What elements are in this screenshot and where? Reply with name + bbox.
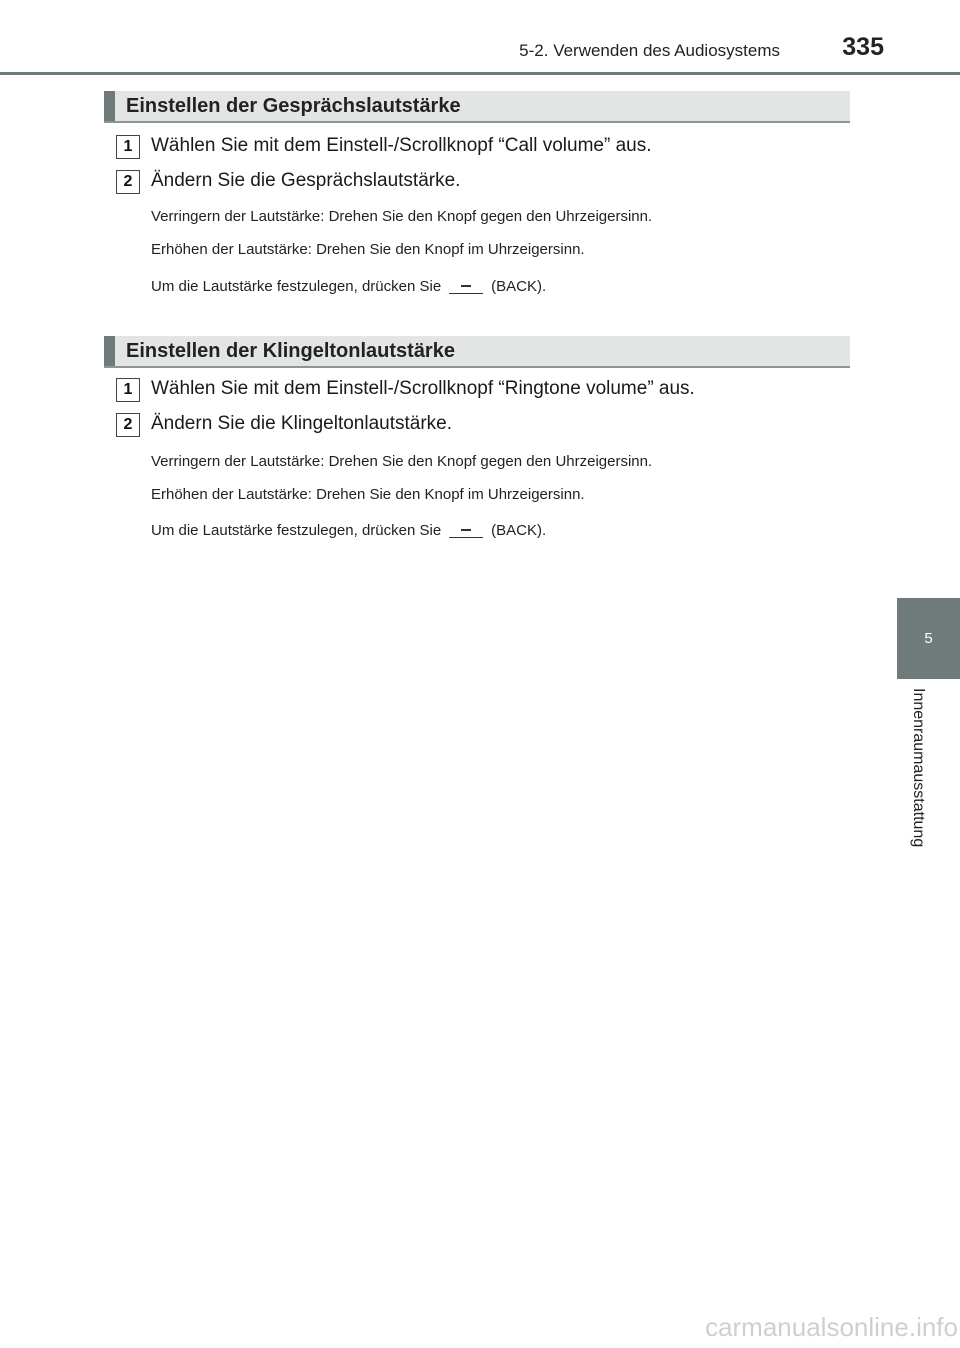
header-chapter-title: 5-2. Verwenden des Audiosystems xyxy=(519,41,780,60)
section-header-call-volume xyxy=(104,91,850,123)
watermark-text: carmanualsonline.info xyxy=(705,1312,958,1342)
back-button-icon xyxy=(449,523,483,538)
section-header-ringtone-volume xyxy=(104,336,850,368)
step-text: Ändern Sie die Klingeltonlautstärke. xyxy=(151,413,453,434)
section-accent xyxy=(104,336,115,366)
section-title: Einstellen der Gesprächslautstärke xyxy=(126,95,461,117)
step-number-badge: 1 xyxy=(116,378,140,402)
chapter-tab xyxy=(897,598,960,679)
back-button-icon xyxy=(449,279,483,294)
header-rule xyxy=(0,72,960,75)
chapter-tab-number: 5 xyxy=(924,630,933,647)
note-confirm xyxy=(151,278,546,295)
note-decrease: Verringern der Lautstärke: Drehen Sie den Knopf gegen den Uhrzeigersinn. xyxy=(151,208,653,225)
section-title: Einstellen der Klingeltonlautstärke xyxy=(126,340,455,362)
step-number-badge: 2 xyxy=(116,170,140,194)
note-decrease: Verringern der Lautstärke: Drehen Sie den Knopf gegen den Uhrzeigersinn. xyxy=(151,453,653,470)
note-confirm xyxy=(151,522,546,539)
note-confirm-prefix: Um die Lautstärke festzulegen, drücken Sie xyxy=(151,278,442,295)
note-increase: Erhöhen der Lautstärke: Drehen Sie den Knopf im Uhrzeigersinn. xyxy=(151,241,585,258)
note-confirm-suffix: (BACK). xyxy=(491,278,547,295)
step-number-badge: 2 xyxy=(116,413,140,437)
page-number: 335 xyxy=(842,33,884,61)
step-text: Wählen Sie mit dem Einstell-/Scrollknopf “Call volume” aus. xyxy=(151,135,652,156)
note-confirm-suffix: (BACK). xyxy=(491,522,547,539)
note-increase: Erhöhen der Lautstärke: Drehen Sie den Knopf im Uhrzeigersinn. xyxy=(151,486,585,503)
step-text: Wählen Sie mit dem Einstell-/Scrollknopf “Ringtone volume” aus. xyxy=(151,378,695,399)
step-text: Ändern Sie die Gesprächslautstärke. xyxy=(151,170,461,191)
section-accent xyxy=(104,91,115,121)
chapter-tab-label: Innenraumausstattung xyxy=(910,688,927,848)
note-confirm-prefix: Um die Lautstärke festzulegen, drücken Sie xyxy=(151,522,442,539)
step-number-badge: 1 xyxy=(116,135,140,159)
